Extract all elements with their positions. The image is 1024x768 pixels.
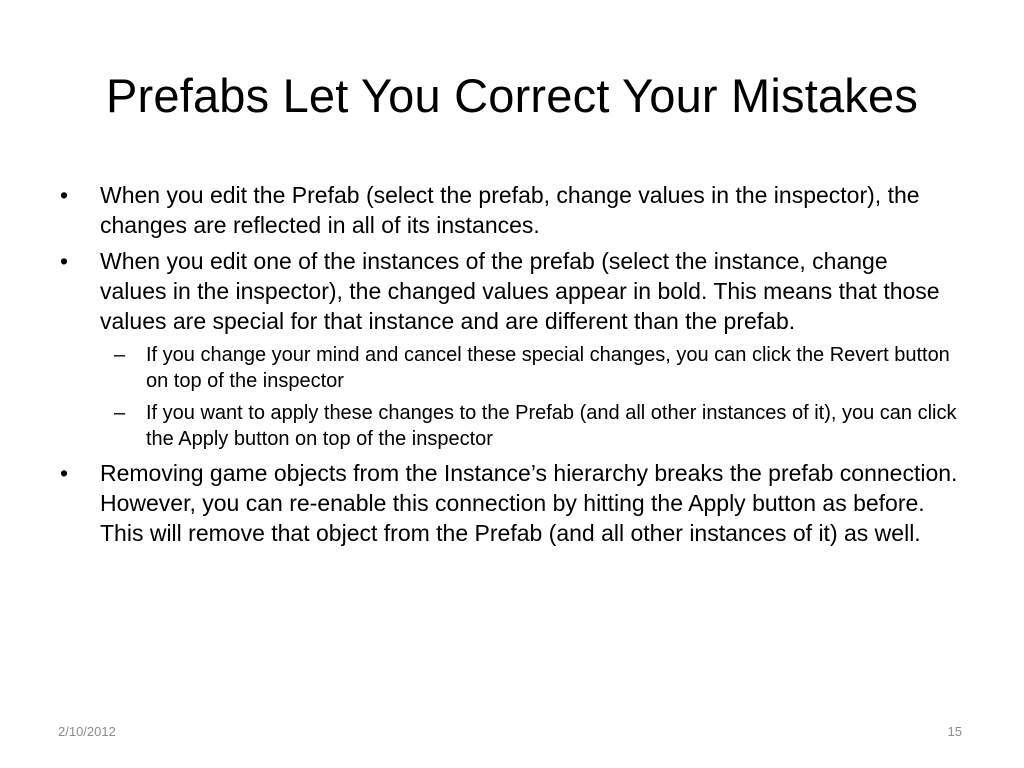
- sub-bullet-text: If you change your mind and cancel these special changes, you can click the Revert button on top of the inspector: [146, 344, 950, 392]
- bullet-item: [58, 458, 958, 548]
- sub-bullet-item: [100, 342, 958, 394]
- bullet-item: [58, 246, 958, 336]
- bullet-text: When you edit one of the instances of the prefab (select the instance, change values in the inspector), the changed values appear in bold. This means that those values are special for that instance and are different than the prefab.: [100, 248, 940, 334]
- sub-bullet-list: [58, 342, 958, 452]
- slide-title: Prefabs Let You Correct Your Mistakes: [105, 69, 919, 122]
- sub-bullet-marker: –: [114, 344, 126, 366]
- bullet-marker: •: [60, 248, 69, 274]
- sub-bullet-text: If you want to apply these changes to the Prefab (and all other instances of it), you can click the Apply button on top of the inspector: [146, 402, 957, 450]
- footer-page-number: 15: [947, 724, 962, 739]
- bullet-marker: •: [60, 460, 69, 486]
- bullet-text: When you edit the Prefab (select the prefab, change values in the inspector), the changes are reflected in all of its instances.: [100, 182, 920, 238]
- bullet-text: Removing game objects from the Instance’s hierarchy breaks the prefab connection. However, you can re-enable this connection by hitting the Apply button as before. This will remove that object from the Prefab (and all other instances of it) as well.: [100, 460, 958, 546]
- footer-date: 2/10/2012: [58, 724, 116, 739]
- bullet-item: [58, 180, 958, 240]
- slide-body: [58, 180, 958, 554]
- bullet-marker: •: [60, 182, 69, 208]
- sub-bullet-item: [100, 400, 958, 452]
- sub-bullet-marker: –: [114, 402, 126, 424]
